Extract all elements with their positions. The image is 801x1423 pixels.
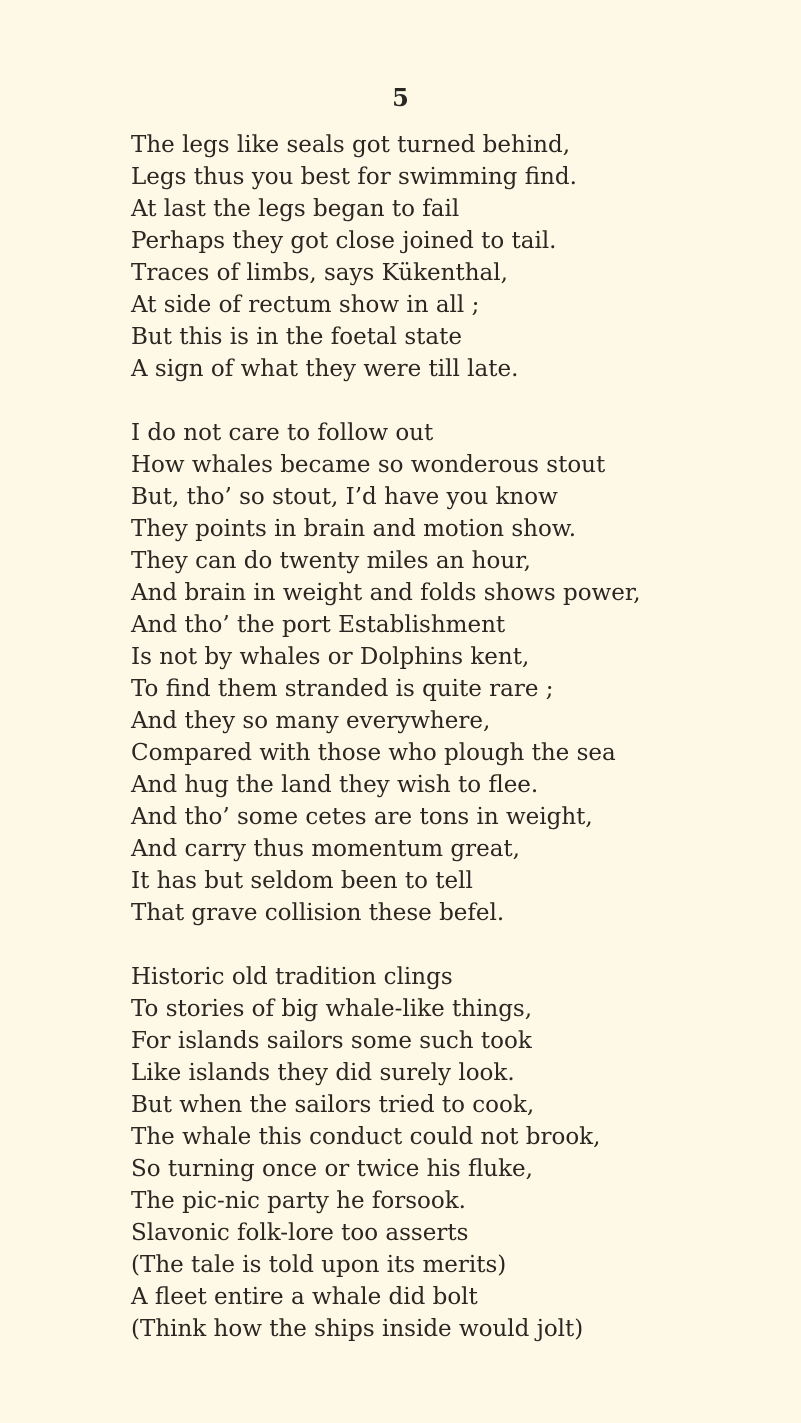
- poem-line: To stories of big whale-like things,: [131, 996, 533, 1022]
- poem-line: And tho’ the port Establishment: [131, 612, 506, 638]
- stanza-2: [131, 417, 791, 929]
- poem-line: For islands sailors some such took: [131, 1028, 532, 1054]
- poem-line: The pic-nic party he forsook.: [131, 1188, 466, 1214]
- poem-line: To find them stranded is quite rare ;: [131, 676, 554, 702]
- poem-line: At last the legs began to fail: [131, 196, 460, 222]
- poem: [131, 129, 791, 1377]
- poem-line: And hug the land they wish to flee.: [131, 772, 539, 798]
- poem-line: A fleet entire a whale did bolt: [131, 1284, 478, 1310]
- poem-line: How whales became so wonderous stout: [131, 452, 606, 478]
- page-number: 5: [392, 83, 409, 112]
- poem-line: It has but seldom been to tell: [131, 868, 473, 894]
- poem-line: Traces of limbs, says Kükenthal,: [131, 260, 508, 286]
- poem-line: Historic old tradition clings: [131, 964, 453, 990]
- poem-line: Like islands they did surely look.: [131, 1060, 515, 1086]
- poem-line: The whale this conduct could not brook,: [131, 1124, 601, 1150]
- stanza-1: [131, 129, 791, 385]
- poem-line: (The tale is told upon its merits): [131, 1252, 507, 1278]
- poem-line: I do not care to follow out: [131, 420, 434, 446]
- poem-line: But when the sailors tried to cook,: [131, 1092, 535, 1118]
- poem-line: Slavonic folk-lore too asserts: [131, 1220, 469, 1246]
- poem-line: The legs like seals got turned behind,: [131, 132, 571, 158]
- poem-line: Is not by whales or Dolphins kent,: [131, 644, 530, 670]
- poem-line: That grave collision these befel.: [131, 900, 505, 926]
- poem-line: And carry thus momentum great,: [131, 836, 520, 862]
- poem-line: Perhaps they got close joined to tail.: [131, 228, 557, 254]
- poem-line: They points in brain and motion show.: [131, 516, 577, 542]
- poem-line: A sign of what they were till late.: [131, 356, 519, 382]
- poem-line: Legs thus you best for swimming find.: [131, 164, 577, 190]
- poem-line: But this is in the foetal state: [131, 324, 462, 350]
- poem-line: And brain in weight and folds shows power,: [131, 580, 641, 606]
- poem-line: But, tho’ so stout, I’d have you know: [131, 484, 558, 510]
- poem-line: And they so many everywhere,: [131, 708, 491, 734]
- poem-line: At side of rectum show in all ;: [131, 292, 480, 318]
- poem-line: And tho’ some cetes are tons in weight,: [131, 804, 593, 830]
- poem-line: (Think how the ships inside would jolt): [131, 1316, 584, 1342]
- poem-line: Compared with those who plough the sea: [131, 740, 616, 766]
- stanza-3: [131, 961, 791, 1345]
- poem-line: So turning once or twice his fluke,: [131, 1156, 533, 1182]
- poem-line: They can do twenty miles an hour,: [131, 548, 531, 574]
